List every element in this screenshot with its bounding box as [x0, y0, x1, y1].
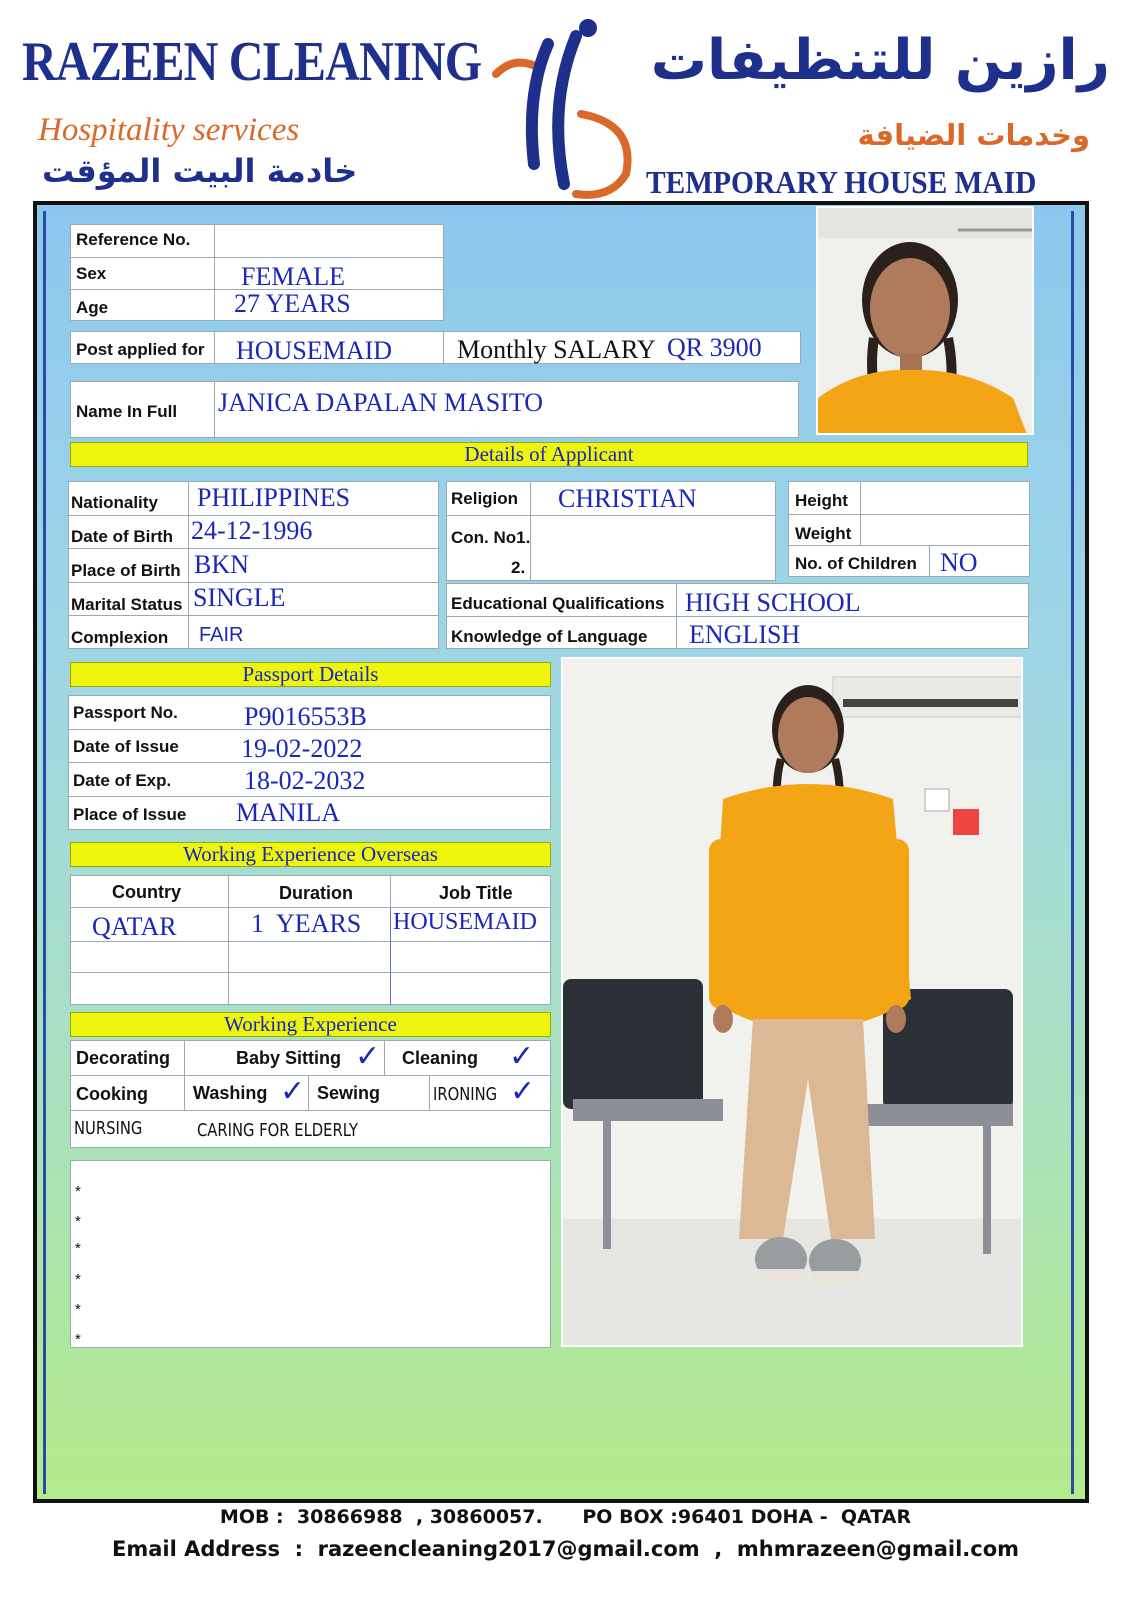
passport-issue-value: 19-02-2022: [241, 734, 363, 763]
nationality-value: PHILIPPINES: [197, 483, 351, 512]
contact2-label: 2.: [511, 558, 526, 577]
applicant-headshot-photo: [816, 206, 1034, 435]
passport-table: [68, 695, 551, 830]
note-bullet-6: *: [75, 1331, 81, 1348]
note-bullet-4: *: [75, 1271, 81, 1288]
passport-place-label: Place of Issue: [73, 805, 187, 824]
passport-issue-label: Date of Issue: [73, 737, 179, 756]
skill-sewing: Sewing: [317, 1083, 381, 1103]
name-value: JANICA DAPALAN MASITO: [218, 388, 544, 417]
footer-contact-line: MOB : 30866988 , 30860057. PO BOX :96401 DOHA - QATAR: [219, 1506, 912, 1528]
height-label: Height: [795, 491, 848, 510]
dob-value: 24-12-1996: [191, 516, 313, 545]
sex-label: Sex: [76, 264, 107, 283]
note-bullet-5: *: [75, 1301, 81, 1318]
overseas-col-duration: Duration: [279, 883, 353, 903]
language-label: Knowledge of Language: [451, 627, 648, 646]
complexion-value: FAIR: [199, 624, 244, 646]
company-logo: [486, 14, 656, 204]
baby-sitting-check-icon: ✓: [355, 1039, 381, 1074]
salary-label: Monthly SALARY: [457, 335, 656, 364]
dob-label: Date of Birth: [71, 527, 173, 546]
contact1-label: Con. No1.: [451, 528, 531, 547]
document-title: TEMPORARY HOUSE MAID: [646, 164, 1037, 200]
education-value: HIGH SCHOOL: [685, 588, 861, 617]
skill-washing: Washing: [193, 1083, 268, 1103]
pob-label: Place of Birth: [71, 561, 181, 580]
headshot-illustration: [818, 208, 1034, 435]
cleaning-check-icon: ✓: [509, 1039, 535, 1074]
overseas-row-country: QATAR: [92, 912, 177, 941]
overseas-table: [70, 875, 551, 1005]
reference-label: Reference No.: [76, 230, 191, 249]
pob-value: BKN: [194, 550, 249, 579]
passport-place-value: MANILA: [236, 798, 340, 827]
ironing-check-icon: ✓: [510, 1074, 536, 1109]
notes-box: [70, 1160, 551, 1348]
brand-tagline-arabic-right: وخدمات الضيافة: [857, 118, 1090, 152]
sex-value: FEMALE: [241, 262, 345, 291]
religion-value: CHRISTIAN: [558, 484, 697, 513]
skill-ironing: IRONING: [433, 1084, 498, 1105]
skill-decorating: Decorating: [76, 1048, 171, 1068]
education-language-table: [446, 583, 1029, 649]
religion-label: Religion: [451, 489, 519, 508]
full-body-illustration: [563, 659, 1023, 1347]
experience-section-title: Working Experience: [70, 1012, 551, 1037]
overseas-col-country: Country: [112, 882, 181, 902]
skill-baby-sitting: Baby Sitting: [236, 1048, 342, 1068]
brand-name-english: RAZEEN CLEANING: [22, 31, 482, 93]
note-bullet-1: *: [75, 1183, 81, 1200]
full-name-row: [70, 381, 799, 438]
passport-expiry-label: Date of Exp.: [73, 771, 172, 790]
passport-section-title: Passport Details: [70, 662, 551, 687]
age-label: Age: [76, 298, 109, 317]
washing-check-icon: ✓: [280, 1074, 306, 1109]
personal-details-table: [68, 481, 439, 649]
complexion-label: Complexion: [71, 628, 169, 647]
skill-cleaning: Cleaning: [402, 1048, 479, 1068]
name-label: Name In Full: [76, 402, 178, 421]
nationality-label: Nationality: [71, 493, 158, 512]
salary-value: QR 3900: [667, 333, 762, 362]
skill-cooking: Cooking: [76, 1084, 148, 1104]
physical-details-table: [788, 481, 1030, 577]
experience-table: [70, 1040, 551, 1148]
skill-caring-elderly: CARING FOR ELDERLY: [197, 1120, 359, 1141]
post-value: HOUSEMAID: [236, 336, 392, 365]
religion-contact-table: [446, 481, 776, 581]
skill-nursing: NURSING: [74, 1118, 143, 1139]
passport-number-label: Passport No.: [73, 703, 178, 722]
marital-label: Marital Status: [71, 595, 183, 614]
language-value: ENGLISH: [689, 620, 801, 649]
education-label: Educational Qualifications: [451, 594, 665, 613]
footer-email-line: Email Address : razeencleaning2017@gmail.com , mhmrazeen@gmail.com: [111, 1537, 1020, 1561]
post-label: Post applied for: [76, 340, 205, 359]
note-bullet-3: *: [75, 1240, 81, 1257]
post-salary-row: [70, 331, 801, 364]
passport-expiry-value: 18-02-2032: [244, 766, 366, 795]
overseas-col-job-title: Job Title: [439, 883, 513, 903]
marital-value: SINGLE: [193, 583, 286, 612]
note-bullet-2: *: [75, 1213, 81, 1230]
weight-label: Weight: [795, 524, 852, 543]
brand-tagline: Hospitality services: [38, 112, 300, 148]
details-section-title: Details of Applicant: [70, 442, 1028, 467]
brand-name-arabic: رازين للتنظيفات: [650, 28, 1110, 93]
children-label: No. of Children: [795, 554, 917, 573]
brand-tagline-arabic: خادمة البيت المؤقت: [42, 152, 358, 190]
overseas-section-title: Working Experience Overseas: [70, 842, 551, 867]
age-value: 27 YEARS: [234, 289, 351, 318]
overseas-row-job-title: HOUSEMAID: [393, 909, 537, 935]
basic-info-table: [70, 224, 444, 321]
passport-number-value: P9016553B: [244, 702, 367, 731]
children-value: NO: [940, 548, 978, 577]
applicant-full-body-photo: [561, 657, 1023, 1347]
overseas-row-duration: 1 YEARS: [251, 909, 362, 938]
